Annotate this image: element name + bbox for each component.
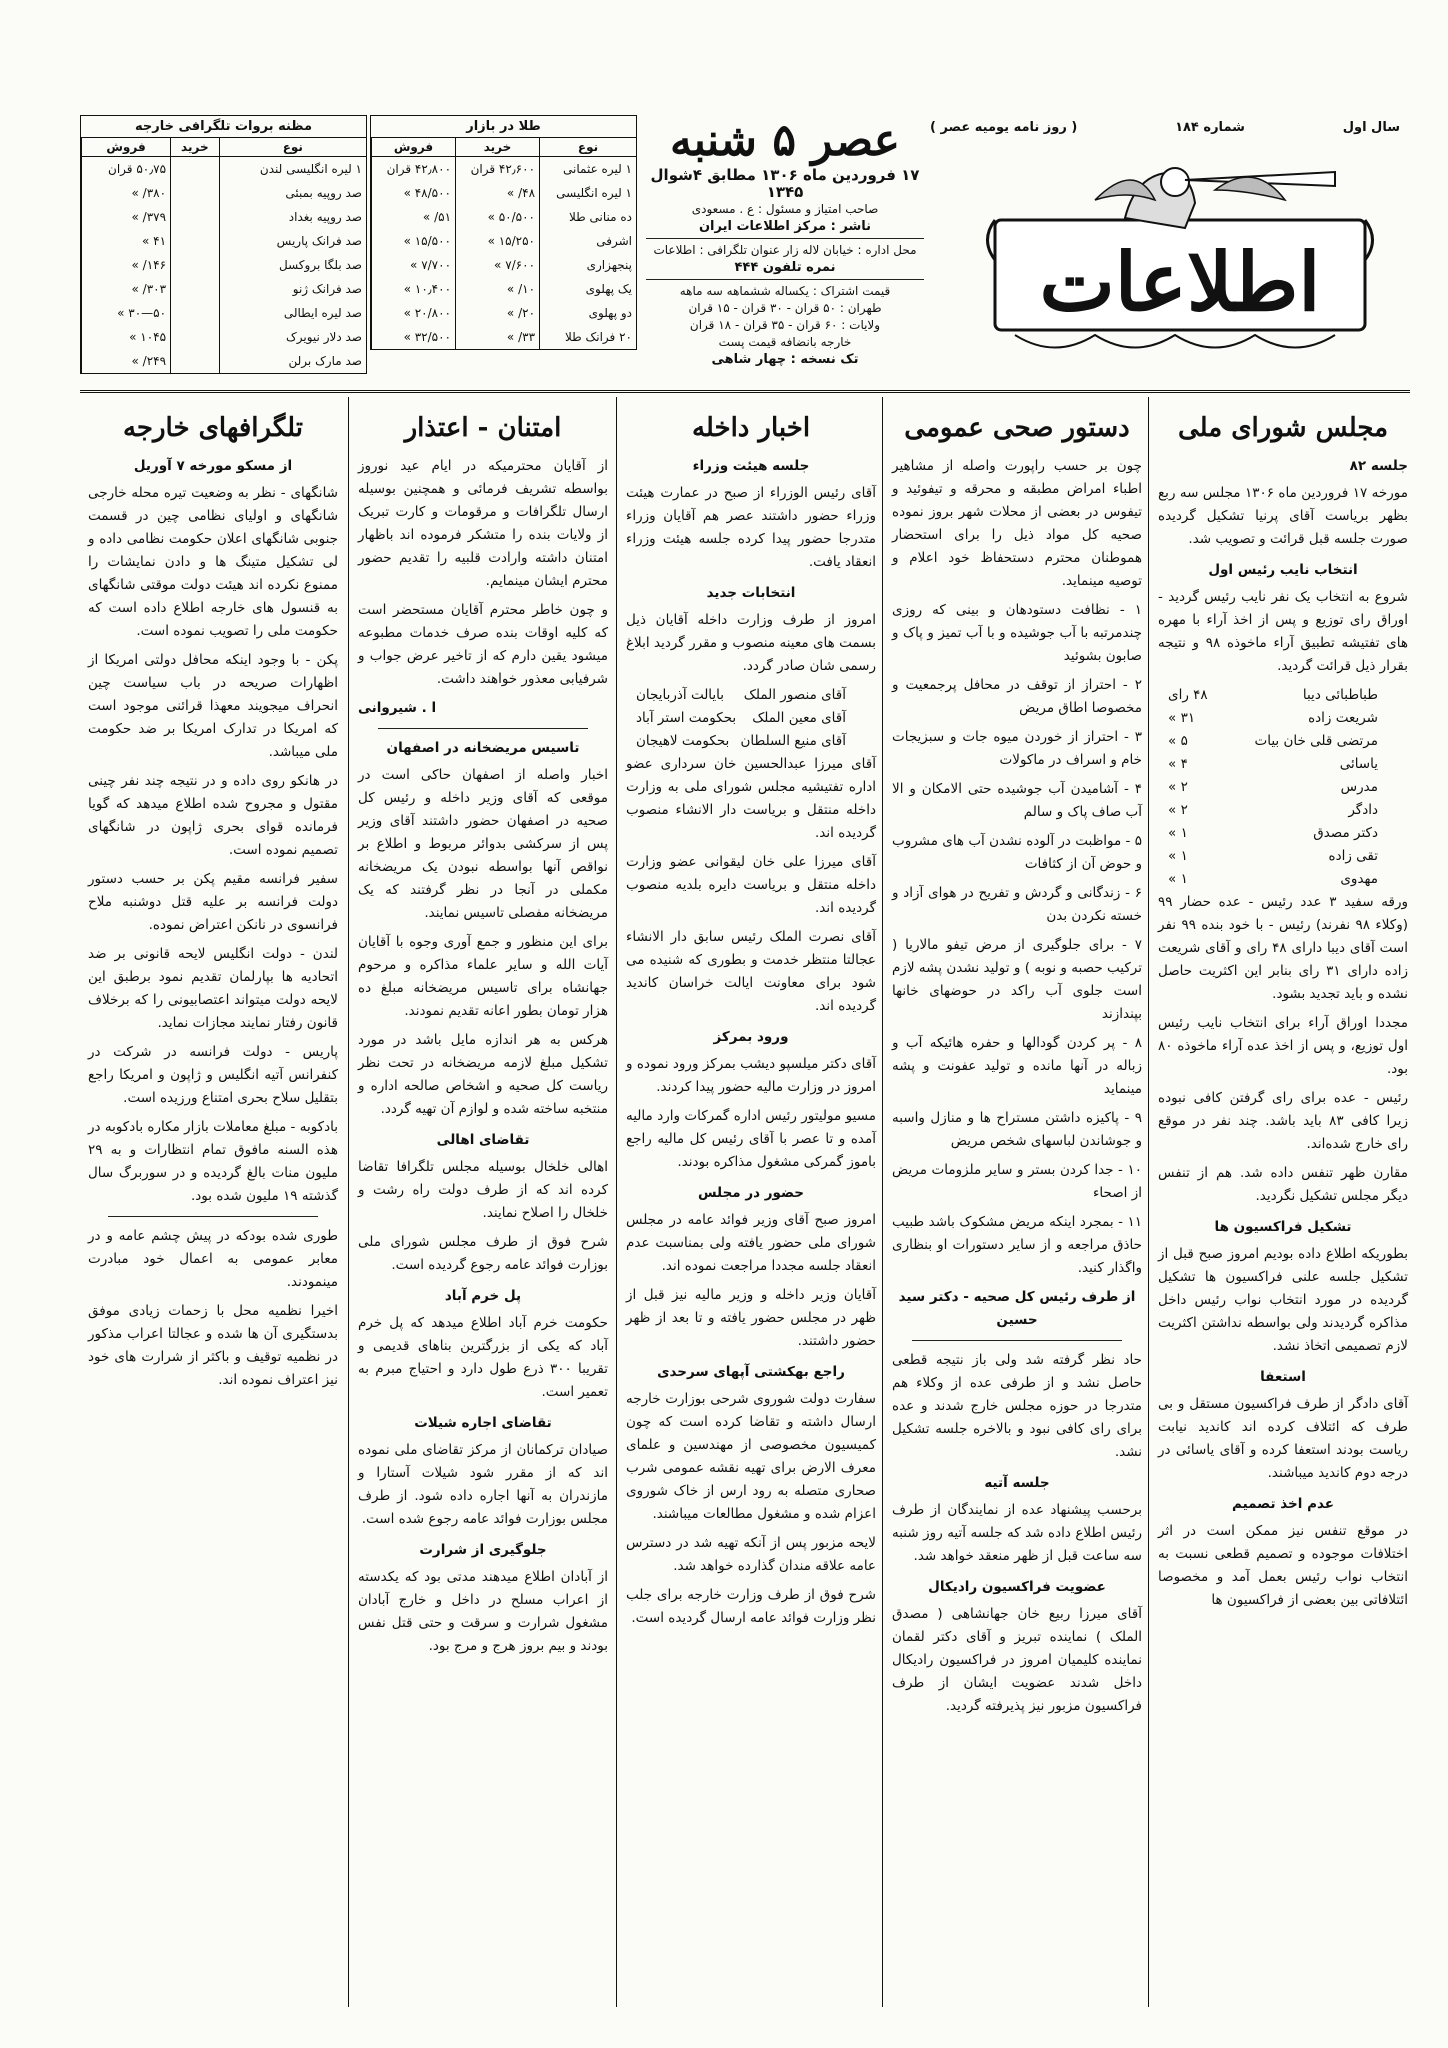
table-row: ده منانی طلا ۵۰/۵۰۰ » ۵۱/ » (372, 205, 637, 229)
health-title: دستور صحی عمومی (904, 413, 1130, 443)
list-item: ۱۰ - جدا کردن بستر و سایر ملزومات مریض از اصحاء (892, 1162, 1142, 1201)
column-majlis (1158, 405, 1408, 2005)
list-item: ۳ - احتراز از خوردن میوه جات و سبزیجات خام و اسراف در ماکولات (892, 729, 1142, 768)
domestic-p9: آقایان وزیر داخله و وزیر مالیه نیز قبل از ظهر در مجلس حضور یافته و تا بعد از ظهر حضور داشتند. (626, 1287, 876, 1349)
column-divider (616, 397, 617, 2007)
list-item: شریعت زاده ۳۱ » (1168, 710, 1378, 726)
list-item: مدرس ۲ » (1168, 779, 1378, 795)
issue-date: ۱۷ فروردین ماه ۱۳۰۶ مطابق ۴شوال ۱۳۴۵ (650, 166, 920, 201)
masthead-header (80, 105, 1410, 385)
health-p4: آقای میرزا ربیع خان جهانشاهی ( مصدق الملک ) نماینده تبریز و آقای دکتر لقمان نماینده کلیمیان امروز در فراکسیون رادیکال داخل شدند عضویت ایشان از طرف فراکسیون مزبور نیز پذیرفته گردید. (892, 1606, 1142, 1714)
table-row: پنجهزاری ۷/۶۰۰ » ۷/۷۰۰ » (372, 253, 637, 277)
hospital-subhead: تاسیس مریضخانه در اصفهان (386, 740, 580, 756)
subscription-abroad: خارجه بانضافه قیمت پست (718, 335, 852, 349)
column-health (892, 405, 1142, 2005)
header-divider (80, 390, 1410, 393)
thanks-p6: اهالی خلخال بوسیله مجلس تلگرافا تقاضا کرده اند که از طرف دولت راه رشت و خلخال را اصلاح نمایند. (358, 1159, 608, 1221)
thanks-p3: اخبار واصله از اصفهان حاکی است در موقعی که آقای وزیر داخله و رئیس کل صحیه در اصفهان حضور داشتند آقای وزیر پس از سرکشی بدوائر مربوط و اطلاع بر نواقص آنها بواسطه نبودن یک مریضخانه مکملی در آنجا در نظر گرفتند که یک مریضخانه مفصلی تاسیس نمایند. (358, 767, 608, 921)
table-row: ۱ لیره انگلیسی ۴۸/ » ۴۸/۵۰۰ » (372, 181, 637, 205)
health-p3: برحسب پیشنهاد عده از نمایندگان از طرف رئیس اطلاع داده شد که جلسه آتیه روز شنبه سه ساعت قبل از ظهر منعقد خواهد شد. (892, 1502, 1142, 1564)
next-session-subhead: جلسه آتیه (984, 1475, 1050, 1491)
fx-header-type: نوع (219, 138, 366, 157)
foreign-p8: طوری شده بودکه در پیش چشم عامه و در معابر عمومی به اعمال خود مبادرت مینمودند. (88, 1228, 338, 1290)
table-row: صد فرانک ژنو ۳۰۳/ » (82, 277, 367, 301)
list-item: ۴ - آشامیدن آب جوشیده حتی الامکان و الا آب صاف پاک و سالم (892, 781, 1142, 820)
domestic-p11: لایحه مزبور پس از آنکه تهیه شد در دسترس عامه علاقه مندان گذارده خواهد شد. (626, 1535, 876, 1574)
list-item: مهدوی ۱ » (1168, 871, 1378, 887)
tagline: ( روز نامه یومیه عصر ) (930, 120, 1078, 135)
issue-number: شماره ۱۸۴ (1175, 120, 1245, 135)
list-item: تقی زاده ۱ » (1168, 848, 1378, 864)
appointments-subhead: انتخابات جدید (706, 585, 796, 601)
column-thanks (358, 405, 608, 2005)
table-row: یک پهلوی ۱۰/ » ۱۰٫۴۰۰ » (372, 277, 637, 301)
domestic-p6: آقای دکتر میلسپو دیشب بمرکز ورود نموده و امروز در وزارت مالیه حضور پیدا کردند. (626, 1056, 876, 1095)
border-waters-subhead: راجع بهکشتی آپهای سرحدی (657, 1364, 845, 1380)
subscription-provinces: ولایات : ۶۰ قران - ۳۵ قران - ۱۸ قران (689, 318, 881, 332)
subscription-tehran: طهران : ۵۰ قران - ۳۰ قران - ۱۵ قران (688, 301, 882, 315)
subscription-header: قیمت اشتراک : یکساله ششماهه سه ماهه (679, 284, 891, 298)
domestic-title: اخبار داخله (691, 413, 811, 443)
table-row: ۱ لیره انگلیسی لندن ۵۰٫۷۵ قران (82, 157, 367, 182)
request-subhead: تقاضای اهالی (436, 1132, 530, 1148)
domestic-p7: مسیو مولیتور رئیس اداره گمرکات وارد مالیه آمده و تا عصر با آقای رئیس کل مالیه راجع باموز گمرکی مشغول مذاکره بودند. (626, 1108, 876, 1170)
health-signature: از طرف رئیس کل صحیه - دکتر سید حسین (898, 1289, 1136, 1328)
list-item: ۸ - پر کردن گودالها و حفره هائیکه آب و زباله در آنها مانده و تولید عفونت و پشه مینماید (892, 1035, 1142, 1097)
thanks-p1: از آقایان محترمیکه در ایام عید نوروز بواسطه تشریف فرمائی و همچنین بوسیله ارسال تلگرافات و مرقومات و کارت تبریک از ولایات بنده را متشکر فرموده اند باظهار امتنان داشته وارادت قلبیه را تقدیم حضور محترم ایشان مینمایم. (358, 458, 608, 589)
year-label: سال اول (1342, 120, 1400, 135)
newspaper-page (80, 105, 1410, 2015)
thanks-p2: و چون خاطر محترم آقایان مستحضر است که کلیه اوقات بنده صرف خدمات مطبوعه میشود یقین دارم که از تاخیر عرض جواب و شرفیابی معذور خواهند داشت. (358, 602, 608, 687)
column-divider (1148, 397, 1149, 2007)
gold-price-table (370, 115, 637, 350)
column-divider (348, 397, 349, 2007)
unrest-subhead: جلوگیری از شرارت (419, 1542, 547, 1558)
vote-results (1158, 684, 1408, 891)
dateline: از مسکو مورخه ۷ آوریل (133, 458, 293, 474)
list-item: دادگر ۲ » (1168, 802, 1378, 818)
thanks-p4: برای این منظور و جمع آوری وجوه با آقایان آیات الله و سایر علماء مذاکره و مرحوم جهانشاه برای تاسیس مریضخانه مبلغ ده هزار تومان بطور اعانه تقدیم نمودند. (358, 934, 608, 1019)
foreign-p5: لندن - دولت انگلیس لایحه قانونی بر ضد اتحادیه ها بپارلمان تقدیم نمود برطبق این لایحه دولت میتواند اعتصابیونی را که برخلاف قانون رفتار نمایند مجازات نماید. (88, 946, 338, 1031)
fx-rate-table (80, 115, 367, 374)
majlis-p3: شروع به انتخاب یک نفر نایب رئیس گردید - اوراق رای توزیع و پس از اخذ آراء با مهره های تفتیشه تطبیق آراء ماخوذه ۹۸ و نتیجه بقرار ذیل قرائت گردید. (1158, 589, 1408, 674)
list-item: ۵ - مواظبت در آلوده نشدن آب های مشروب و حوض آن از کثافات (892, 833, 1142, 872)
table-row: صد بلگا بروکسل ۱۴۶/ » (82, 253, 367, 277)
domestic-p8: امروز صبح آقای وزیر فوائد عامه در مجلس شورای ملی حضور یافته ولی بمناسبت عدم انعقاد جلسه مجددا مراجعت نموده اند. (626, 1212, 876, 1274)
session-number: جلسه ۸۲ (1349, 458, 1408, 474)
majlis-p5: مجددا اوراق آراء برای انتخاب نایب رئیس اول توزیع، و پس از اخذ عده آراء ماخوذه ۸۰ بود. (1158, 1015, 1408, 1077)
majlis-p10: در موقع تنفس نیز ممکن است در اثر اختلافات موجوده و تصمیم قطعی نسبت به انتخاب نواب رئیس بعمل آمد و مخصوصا ائتلافاتی بین بعضی از فراکسیون ها (1158, 1523, 1408, 1608)
foreign-p7: بادکوبه - مبلغ معاملات بازار مکاره بادکوبه در هذه السنه مافوق تمام انتظارات و به ۲۹ ملیون منات بالغ گردیده و در سوربرگ سال گذشته ۱۹ ملیون شده بود. (88, 1119, 338, 1204)
fraction-subhead: تشکیل فراکسیون ها (1214, 1219, 1352, 1235)
majlis-p7: مقارن ظهر تنفس داده شد. هم از تنفس دیگر مجلس تشکیل نگردید. (1158, 1165, 1408, 1204)
masthead (920, 105, 1410, 383)
domestic-p3: آقای میرزا عبدالحسین خان سرداری عضو اداره تفتیشیه مجلس شورای ملی به وزارت داخله منتقل و بریاست دار الانشاء منصوب گردیده اند. (626, 756, 876, 841)
majlis-p1: مورخه ۱۷ فروردین ماه ۱۳۰۶ مجلس سه ربع بظهر بریاست آقای پرنیا تشکیل گردیده صورت جلسه قبل قرائت و تصویب شد. (1158, 485, 1408, 547)
column-foreign (88, 405, 338, 2005)
fx-header-buy: خرید (171, 138, 220, 157)
fisheries-subhead: تقاضای اجاره شیلات (414, 1415, 552, 1431)
thanks-p5: هرکس به هر اندازه مایل باشد در مورد تشکیل مبلغ لازمه مریضخانه در تحت نظر ریاست کل صحیه و اشخاص صالحه اداره و منتخبه ساخته شده و لوازم آن تهیه گردد. (358, 1032, 608, 1117)
majlis-p8: بطوریکه اطلاع داده بودیم امروز صبح قبل از تشکیل جلسه علنی فراکسیون ها تشکیل گردیده در مورد انتخاب نواب رئیس داخل مذاکره گردیدند ولی بواسطه نداشتن اکثریت لازم تصمیمی اتخاذ نشد. (1158, 1246, 1408, 1354)
majlis-p9: آقای دادگر از طرف فراکسیون مستقل و بی طرف که ائتلاف کرده اند کاندید نیابت ریاست بودند استعفا کرده و آقای یاسائی در درجه دوم کاندید میباشند. (1158, 1396, 1408, 1481)
majlis-subhead: انتخاب نایب رئیس اول (1208, 562, 1358, 578)
bridge-subhead: پل خرم آباد (444, 1288, 522, 1304)
gold-header-sell: فروش (372, 138, 456, 157)
table-row: اشرفی ۱۵/۲۵۰ » ۱۵/۵۰۰ » (372, 229, 637, 253)
thanks-signature: ا . شیروانی (358, 700, 437, 716)
majlis-p6: رئیس - عده برای رای گرفتن کافی نبوده زیرا کافی ۸۳ باید باشد. چند نفر در موقع رای خارج شده‌اند. (1158, 1090, 1409, 1152)
gold-header-buy: خرید (456, 138, 540, 157)
table-row: صد روپیه بمبئی ۳۸۰/ » (82, 181, 367, 205)
cabinet-subhead: جلسه هیئت وزراء (692, 458, 810, 474)
fx-header-sell: فروش (82, 138, 171, 157)
list-item: دکتر مصدق ۱ » (1168, 825, 1378, 841)
health-p2: حاد نظر گرفته شد ولی باز نتیجه قطعی حاصل نشد و از طرفی عده از وکلاء هم متدرجا در حوزه مجلس خارج شدند و عده برای رای کافی نبود و بالاخره جلسه تشکیل نشد. (892, 1352, 1142, 1460)
list-item: آقای منصور الملک بایالت آذربایجان (636, 687, 846, 703)
fx-table-title: مظنه بروات تلگرافی خارجه (81, 116, 366, 138)
list-item: ۲ - احتراز از توقف در محافل پرجمعیت و مخصوصا اطاق مریض (892, 677, 1142, 716)
phone-number: نمره تلفون ۴۴۴ (734, 260, 836, 275)
domestic-p1: آقای رئیس الوزراء از صبح در عمارت هیئت وزراء حضور داشتند عصر هم آقایان وزراء متدرجا حضور پیدا کرده جلسه هیئت وزراء انعقاد یافت. (626, 485, 876, 570)
column-divider (882, 397, 883, 2007)
column-domestic (626, 405, 876, 2005)
office-address: محل اداره : خیابان لاله زار عنوان تلگرافی : اطلاعات (653, 243, 917, 257)
radical-subhead: عضویت فراکسیون رادیکال (928, 1579, 1106, 1595)
gold-table-title: طلا در بازار (371, 116, 636, 138)
masthead-logo (975, 160, 1375, 380)
majlis-title: مجلس شورای ملی (1177, 413, 1389, 443)
foreign-p3: در هانکو روی داده و در نتیجه چند نفر چینی مقتول و مجروح شده اطلاع میدهد که گویا فرمانده قوای بحری ژاپون در شانگهای تصمیم نموده است. (88, 773, 338, 858)
list-item: ۱۱ - بمجرد اینکه مریض مشکوک باشد طبیب حاذق مراجعه و از سایر دستورات او بنظاری واگذار کنید. (892, 1214, 1142, 1276)
gold-header-type: نوع (540, 138, 636, 157)
foreign-p1: شانگهای - نظر به وضعیت تیره محله خارجی شانگهای و اولیای نظامی چین در قسمت جنوبی شانگهای اعلان حکومت نظامی داده و لی تشکیل متینگ ها و دادن نمایشات را ممنوع نکرده اند هیئت دولت موقتی شانگهای به قنسول های خارجه اطلاع داده است که حکومت ملی را تصویب نموده است. (88, 485, 338, 639)
table-row: دو پهلوی ۲۰/ » ۲۰/۸۰۰ » (372, 301, 637, 325)
majlis-presence-subhead: حضور در مجلس (697, 1185, 805, 1201)
list-item: طباطبائی دیبا ۴۸ رای (1168, 687, 1378, 703)
list-item: مرتضی قلی خان بیات ۵ » (1168, 733, 1378, 749)
domestic-p10: سفارت دولت شوروی شرحی بوزارت خارجه ارسال داشته و تقاضا کرده است که چون کمیسیون مخصوصی از مهندسین و علمای معرف الارض برای تهیه نقشه عمومی شرب صحاری متصله به رود ارس از خاک شوروی اعزام شده و مشغول مطالعات میباشند. (626, 1391, 876, 1522)
majlis-p4: ورقه سفید ۳ عدد رئیس - عده حضار ۹۹ (وکلاء ۹۸ نفرند) رئیس - با خود بنده ۹۹ نفر است آقای دیبا دارای ۴۸ رای و آقای شریعت زاده دارای ۳۱ رای بنابر این اکثریت حاصل نشده و باید تجدید بشود. (1158, 894, 1408, 1002)
table-row: صد دلار نیویرک ۱۰۴۵ » (82, 325, 367, 349)
foreign-title: تلگرافهای خارجه (122, 413, 304, 443)
arrival-subhead: ورود بمرکز (713, 1029, 789, 1045)
foreign-p4: سفیر فرانسه مقیم پکن بر حسب دستور دولت فرانسه بر علیه قتل دوشنبه ملاح فرانسوی در نانکن اعتراض نموده. (88, 871, 338, 933)
health-p1: چون بر حسب راپورت واصله از مشاهیر اطباء امراض مطبقه و محرقه و تیفوئید و تیفوس در بعضی از محلات شهر بروز نموده صحیه کل مواد ذیل را برای استحضار هموطنان محترم دستحفاظ خود اعلام و توصیه مینماید. (892, 458, 1142, 589)
publication-info (640, 115, 930, 383)
list-item: یاسائی ۴ » (1168, 756, 1378, 772)
table-row: صد لیره ایطالی ۵۰—۳۰ » (82, 301, 367, 325)
appointments-list (626, 684, 876, 753)
domestic-p5: آقای نصرت الملک رئیس سابق دار الانشاء عجالتا منتظر خدمت و بطوری که شنیده می شود برای معاونت ایالت خراسان کاندید گردیده اند. (626, 929, 876, 1014)
foreign-p2: پکن - با وجود اینکه محافل دولتی امریکا از اظهارات صریحه در باب سیاست چین انحراف میجویند معهذا قرائنی موجود است که امریکا در تدارک امریکا بر ضد حکومت ملی میباشد. (88, 652, 338, 760)
domestic-p2: امروز از طرف وزارت داخله آقایان ذیل بسمت های معینه منصوب و مقرر گردید ابلاغ رسمی شان صادر گردد. (626, 612, 876, 674)
thanks-p7: شرح فوق از طرف مجلس شورای ملی بوزارت فوائد عامه رجوع گردیده است. (358, 1234, 608, 1273)
edition-title: عصر ۵ شنبه (670, 115, 900, 166)
thanks-p8: حکومت خرم آباد اطلاع میدهد که پل خرم آباد که یکی از بزرگترین بناهای قدیمی و تقریبا ۳۰۰ ذرع طول دارد و احتیاج مبرم به تعمیر است. (358, 1315, 608, 1400)
table-row: صد فرانک پاریس ۴۱ » (82, 229, 367, 253)
list-item: ۶ - زندگانی و گردش و تفریح در هوای آزاد و خسته نکردن بدن (892, 885, 1142, 924)
herald-angel-icon (975, 160, 1375, 380)
domestic-p4: آقای میرزا علی خان لیقوانی عضو وزارت داخله منتقل و بریاست دایره بلدیه منصوب گردیده اند. (626, 854, 876, 916)
domestic-p12: شرح فوق از طرف وزارت خارجه برای جلب نظر وزارت فوائد عامه ارسال گردیده است. (626, 1587, 876, 1626)
single-copy-price: تک نسخه : چهار شاهی (711, 352, 859, 367)
list-item: آقای معین الملک بحکومت استر آباد (636, 710, 846, 726)
table-row: ۱ لیره عثمانی ۴۲٫۶۰۰ قران ۴۲٫۸۰۰ قران (372, 157, 637, 182)
thanks-title: امتنان - اعتذار (404, 413, 562, 443)
table-row: ۲۰ فرانک طلا ۳۳/ » ۳۲/۵۰۰ » (372, 325, 637, 349)
publisher: ناشر : مرکز اطلاعات ایران (698, 219, 872, 234)
thanks-p10: از آبادان اطلاع میدهند مدتی بود که یکدسته از اعراب مسلح در داخل و خارج آبادان مشغول شرارت و سرقت و حتی قتل نفس بودند و بیم بروز هرج و مرج بود. (358, 1569, 608, 1654)
table-row: صد روپیه بغداد ۳۷۹/ » (82, 205, 367, 229)
list-item: ۱ - نظافت دستودهان و بینی که روزی چندمرتبه با آب جوشیده و با آب تمیز و پاک و صابون بشوئید (892, 602, 1142, 664)
foreign-p9: اخیرا نظمیه محل با زحمات زیادی موفق بدستگیری آن ها شده و عجالتا اعراب مذکور در نظمیه توقیف و باکثر از شرارت های خود نیز اعتراف نموده اند. (88, 1303, 338, 1388)
list-item: ۹ - پاکیزه داشتن مستراح ها و منازل واسبه و جوشاندن لباسهای شخص مریض (892, 1110, 1142, 1149)
thanks-p9: صیادان ترکمانان از مرکز تقاضای ملی نموده اند که از مقرر شود شیلات آستارا و مازندران به آنها اجاره داده شود. از طرف مجلس بوزارت فوائد عامه رجوع شده است. (358, 1442, 608, 1527)
list-item: ۷ - برای جلوگیری از مرض تیفو مالاریا ( ترکیب حصبه و نوبه ) و تولید نشدن پشه لازم است جلوی آب راکد در حوضهای خانها بپندازند (892, 937, 1142, 1022)
logo-text: اطلاعات (1039, 235, 1321, 329)
resignation-subhead: استعفا (1260, 1369, 1306, 1385)
owner: صاحب امتیاز و مسئول : ع . مسعودی (691, 202, 879, 216)
no-decision-subhead: عدم اخذ تصمیم (1232, 1496, 1334, 1512)
foreign-p6: پاریس - دولت فرانسه در شرکت در کنفرانس آتیه انگلیس و ژاپون و امریکا راجع بتقلیل سلاح بحری امتناع ورزیده است. (88, 1044, 338, 1106)
table-row: صد مارک برلن ۲۴۹/ » (82, 349, 367, 373)
masthead-meta (930, 120, 1400, 135)
list-item: آقای منیع السلطان بحکومت لاهیجان (636, 733, 846, 749)
